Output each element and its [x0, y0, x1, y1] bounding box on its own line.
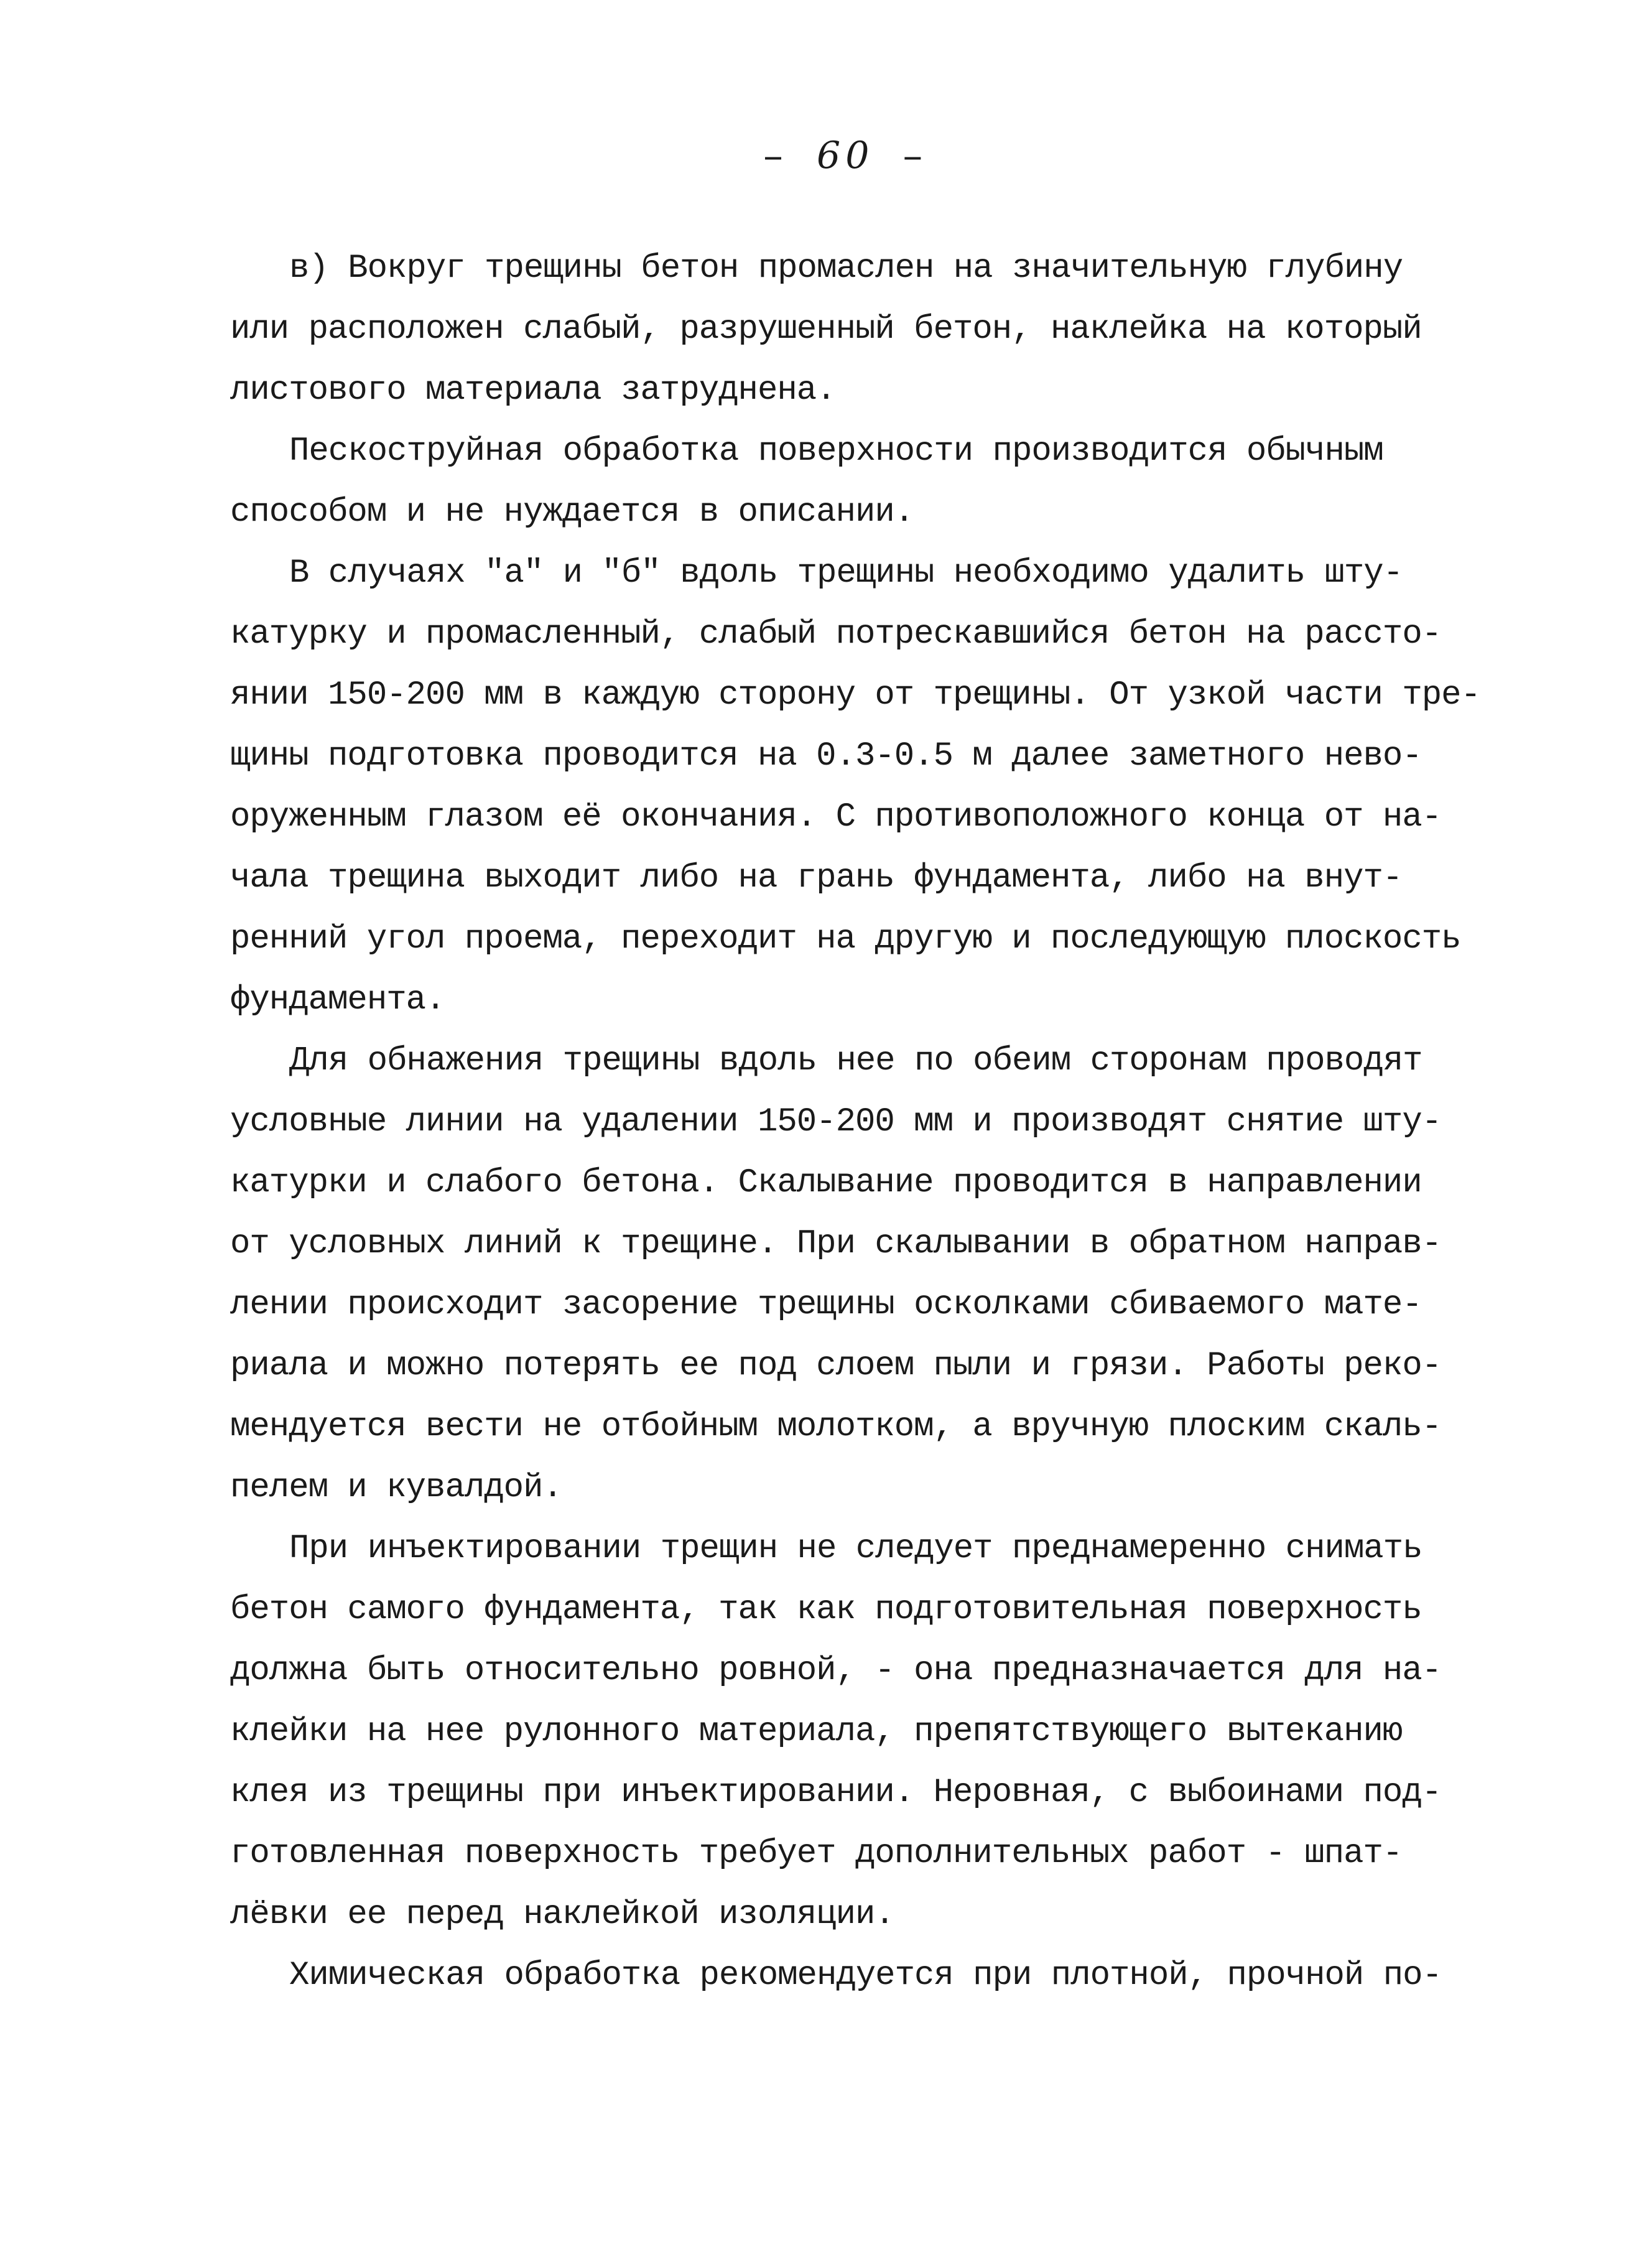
- text-line: чала трещина выходит либо на грань фундамента, либо на внут-: [230, 859, 1403, 897]
- text-line: должна быть относительно ровной, - она предназначается для на-: [230, 1652, 1442, 1690]
- text-line: бетон самого фундамента, так как подготовительная поверхность: [230, 1591, 1422, 1629]
- text-line: лении происходит засорение трещины осколками сбиваемого мате-: [230, 1286, 1422, 1324]
- text-line: от условных линий к трещине. При скалывании в обратном направ-: [230, 1225, 1442, 1263]
- text-line: щины подготовка проводится на 0.3-0.5 м далее заметного нево-: [230, 737, 1422, 775]
- text-line: катурки и слабого бетона. Скалывание проводится в направлении: [230, 1164, 1422, 1202]
- text-line: ренний угол проема, переходит на другую и последующую плоскость: [230, 920, 1461, 958]
- text-line: клея из трещины при инъектировании. Неровная, с выбоинами под-: [230, 1774, 1442, 1812]
- page-number: – 60 –: [762, 134, 929, 180]
- page-number-value: 60: [817, 134, 875, 177]
- text-line: готовленная поверхность требует дополнительных работ - шпат-: [230, 1835, 1403, 1873]
- text-line: листового материала затруднена.: [230, 371, 836, 409]
- text-line: При инъектировании трещин не следует преднамеренно снимать: [289, 1530, 1422, 1568]
- text-line: в) Вокруг трещины бетон промаслен на значительную глубину: [289, 249, 1403, 287]
- text-line: В случаях "а" и "б" вдоль трещины необходимо удалить шту-: [289, 554, 1403, 592]
- text-line: оруженным глазом её окончания. С противоположного конца от на-: [230, 798, 1442, 836]
- text-line: Для обнажения трещины вдоль нее по обеим сторонам проводят: [289, 1042, 1422, 1080]
- text-line: способом и не нуждается в описании.: [230, 493, 914, 531]
- text-line: или расположен слабый, разрушенный бетон, наклейка на который: [230, 310, 1422, 348]
- text-line: условные линии на удалении 150-200 мм и производят снятие шту-: [230, 1103, 1442, 1141]
- text-line: катурку и промасленный, слабый потрескавшийся бетон на рассто-: [230, 615, 1442, 653]
- text-line: риала и можно потерять ее под слоем пыли и грязи. Работы реко-: [230, 1347, 1442, 1385]
- text-line: клейки на нее рулонного материала, препятствующего вытеканию: [230, 1713, 1403, 1751]
- text-line: Пескоструйная обработка поверхности производится обычным: [289, 432, 1383, 470]
- text-line: пелем и кувалдой.: [230, 1469, 562, 1507]
- text-line: фундамента.: [230, 981, 445, 1019]
- text-line: лёвки ее перед наклейкой изоляции.: [230, 1896, 894, 1934]
- text-line: янии 150-200 мм в каждую сторону от трещины. От узкой части тре-: [230, 676, 1480, 714]
- text-line: мендуется вести не отбойным молотком, а вручную плоским скаль-: [230, 1408, 1442, 1446]
- text-line: Химическая обработка рекомендуется при плотной, прочной по-: [289, 1957, 1442, 1995]
